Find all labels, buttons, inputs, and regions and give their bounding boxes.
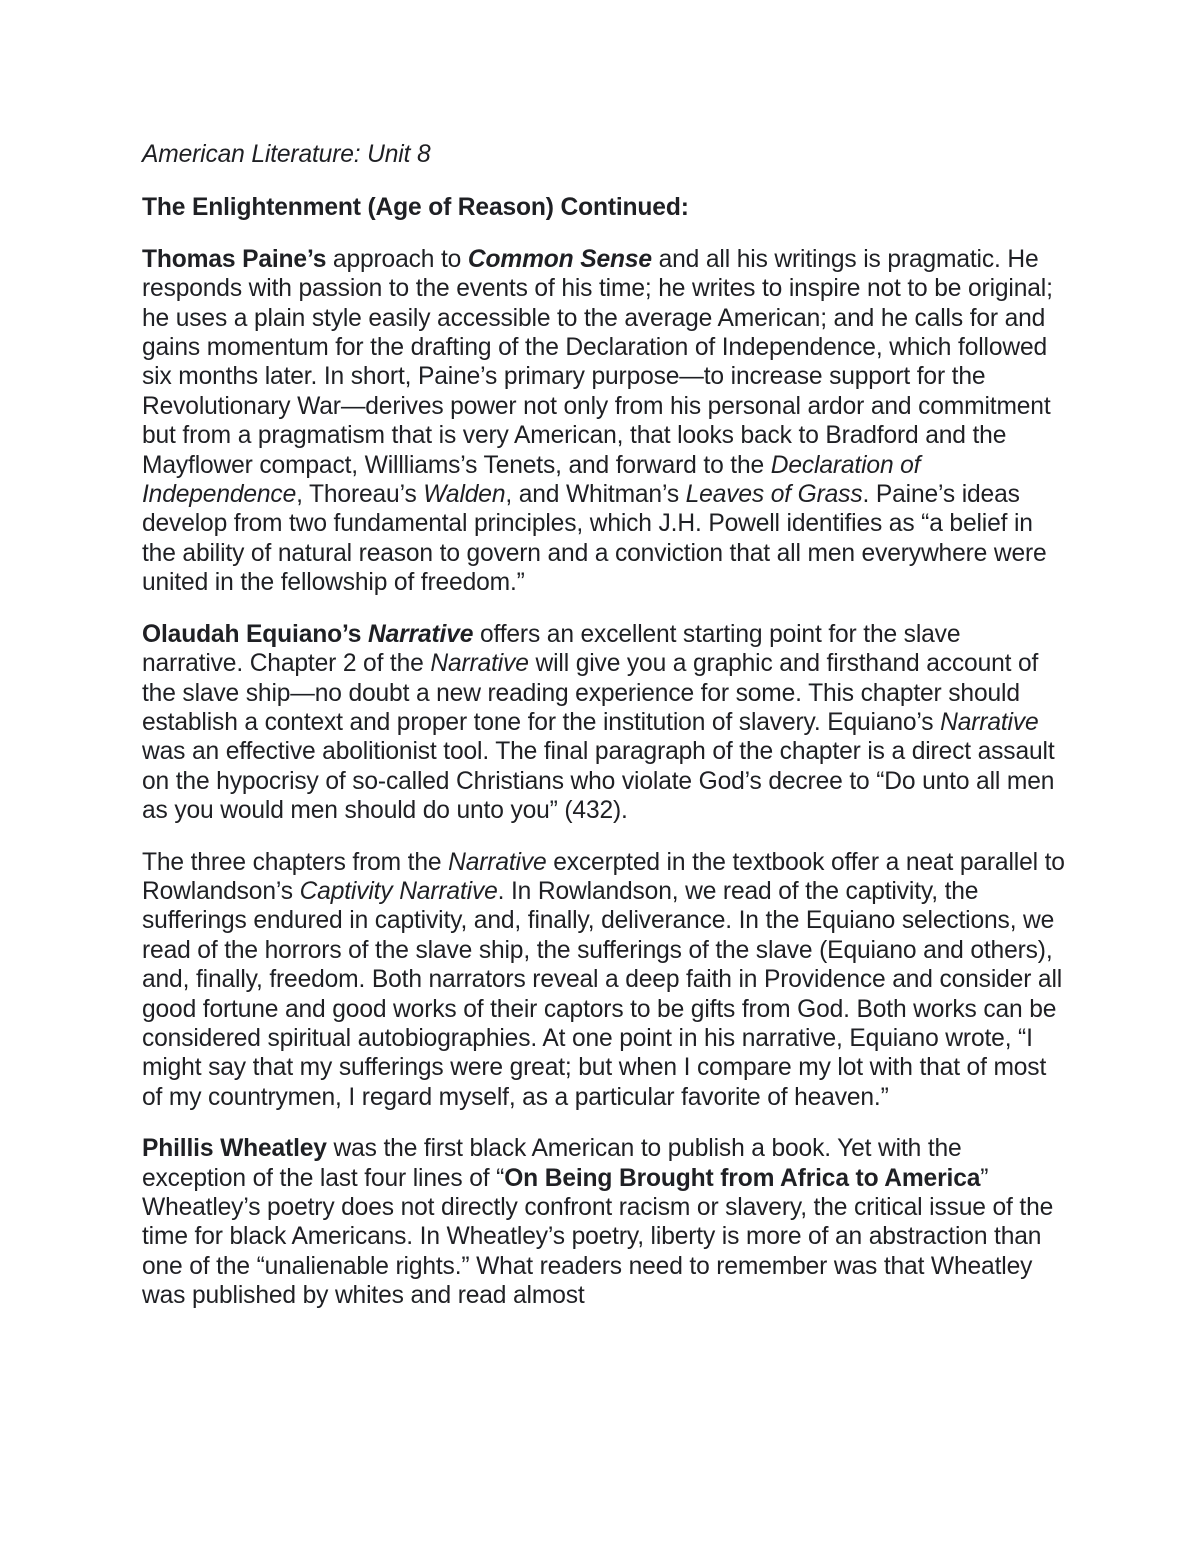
narrative-title-2: Narrative xyxy=(940,708,1039,736)
equiano-text-3: was an effective abolitionist tool. The final paragraph of the chapter is a direct assault on the hypocrisy of so-called Christians who violate God’s decree to “Do unto all men as you would men should do unto you” (432). xyxy=(142,738,1055,825)
wheatley-name: Phillis Wheatley xyxy=(142,1135,327,1163)
equiano-name: Olaudah Equiano’s xyxy=(142,620,368,648)
narrative-title-3: Narrative xyxy=(448,848,547,876)
common-sense-title: Common Sense xyxy=(467,245,652,273)
section-heading: The Enlightenment (Age of Reason) Continued: xyxy=(142,194,689,222)
equiano-text-2: will give you a graphic and firsthand account of the slave ship—no doubt a new reading experience for some. This chapter should establish a context and proper tone for the institution of slavery. Equiano’s xyxy=(142,650,1039,736)
document-page xyxy=(142,140,1067,1333)
paragraph-equiano xyxy=(142,620,1067,826)
walden-title: Walden xyxy=(423,481,506,509)
paine-text-2: and all his writings is pragmatic. He responds with passion to the events of his time; he writes to inspire not to be original; he uses a plain style easily accessible to the average American; and he calls for and gains momentum for the drafting of the Declaration of Independence, which followed six months later. In short, Paine’s primary purpose—to increase support for the Revolutionary War—derives power not only from his personal ardor and commitment but from a pragmatism that is very American, that looks back to Bradford and the Mayflower compact, Willliams’s Tenets, and forward to the xyxy=(142,245,1053,479)
paine-text-1: approach to xyxy=(326,245,468,273)
chapters-text-1: The three chapters from the xyxy=(142,848,449,876)
wheatley-text-1: was the first black American to publish a book. Yet with the exception of the last four lines of “ xyxy=(142,1135,962,1192)
declaration-title: Declaration of Independence xyxy=(142,451,921,509)
equiano-text-1: offers an excellent starting point for the slave narrative. Chapter 2 of the xyxy=(142,620,961,678)
narrative-title-1: Narrative xyxy=(430,650,529,678)
poem-title: On Being Brought from Africa to America xyxy=(504,1164,981,1192)
narrative-title-bold: Narrative xyxy=(367,620,474,648)
wheatley-text-2: ” Wheatley’s poetry does not directly confront racism or slavery, the critical issue of the time for black Americans. In Wheatley’s poetry, liberty is more of an abstraction than one of the “unalienable rights.” What readers need to remember was that Wheatley was published by whites and read almost xyxy=(142,1164,1054,1310)
chapters-text-3: . In Rowlandson, we read of the captivity, the sufferings endured in captivity, and, finally, deliverance. In the Equiano selections, we read of the horrors of the slave ship, the sufferings of the slave (Equiano and others), and, finally, freedom. Both narrators reveal a deep faith in Providence and consider all good fortune and good works of their captors to be gifts from God. Both works can be considered spiritual autobiographies. At one point in his narrative, Equiano wrote, “I might say that my sufferings were great; but when I compare my lot with that of most of my countrymen, I regard myself, as a particular favorite of heaven.” xyxy=(142,877,1063,1111)
paragraph-three-chapters xyxy=(142,848,1067,1113)
chapters-text-2: excerpted in the textbook offer a neat parallel to Rowlandson’s xyxy=(142,848,1065,905)
paine-text-5: . Paine’s ideas develop from two fundamental principles, which J.H. Powell identifies as “a belief in the ability of natural reason to govern and a conviction that all men everywhere were united in the fellowship of freedom.” xyxy=(142,481,1047,597)
captivity-narrative-title: Captivity Narrative xyxy=(299,877,498,905)
course-title: American Literature: Unit 8 xyxy=(142,141,431,168)
leaves-of-grass-title: Leaves of Grass xyxy=(685,481,863,509)
paine-text-4: , and Whitman’s xyxy=(505,481,686,509)
paine-name: Thomas Paine’s xyxy=(142,245,327,273)
paine-text-3: , Thoreau’s xyxy=(296,481,424,509)
paragraph-wheatley xyxy=(142,1134,1067,1310)
paragraph-paine xyxy=(142,245,1067,598)
